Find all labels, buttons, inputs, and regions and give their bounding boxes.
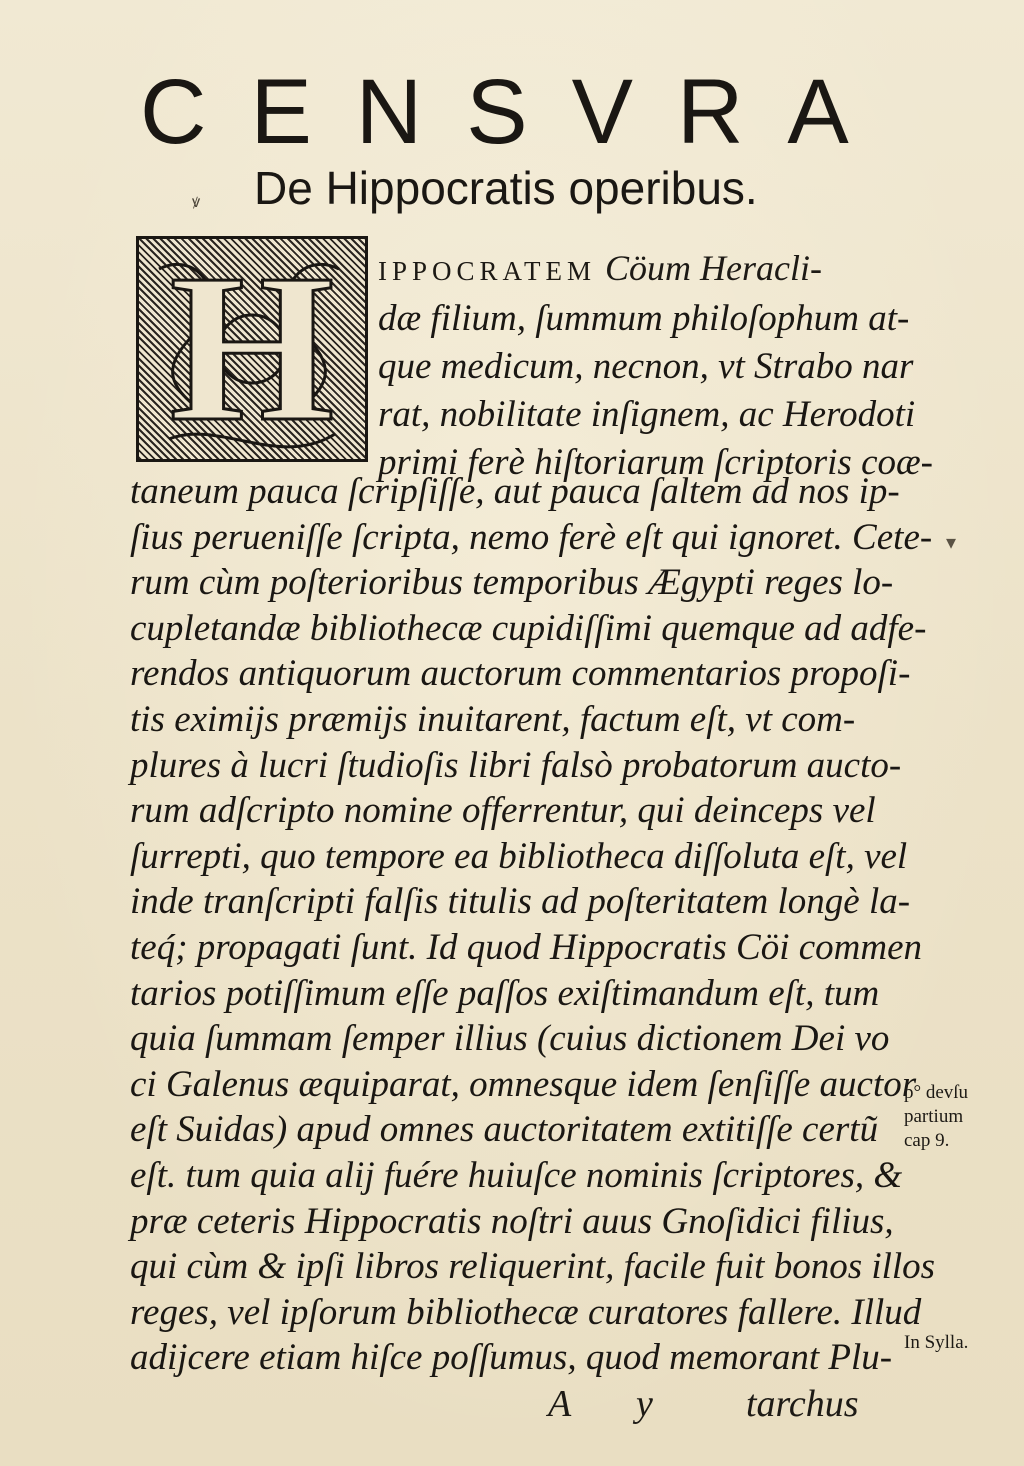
text-line: rendos antiquorum auctorum commentarios propoſi- [130, 653, 911, 695]
text-line: que medicum, necnon, vt Strabo nar [378, 346, 914, 387]
text-line: tarios potiſſimum eſſe paſſos exiſtimandum eſt, tum [130, 972, 880, 1014]
text-line: tis eximijs præmijs inuitarent, factum eſt, vt com- [130, 699, 856, 740]
text-line: eſt. tum quia alij fuére huiuſce nominis ſcriptores, & [130, 1155, 903, 1196]
first-line [378, 246, 822, 293]
initial-letter: H [169, 236, 335, 462]
text-line: cupletandæ bibliothecæ cupidiſſimi quemque ad adfe- [130, 607, 927, 649]
first-word: IPPOCRATEM [378, 256, 597, 286]
text-line: præ ceteris Hippocratis noſtri auus Gnoſidici filius, [130, 1200, 894, 1242]
margin-note-line: partium [904, 1106, 964, 1127]
text-line: rum adſcripto nomine offerrentur, qui deinceps vel [130, 790, 876, 832]
catchword: tarchus [746, 1383, 859, 1425]
margin-note-line: cap 9. [904, 1130, 950, 1151]
text-line: taneum pauca ſcripſiſſe, aut pauca ſaltem ad nos ip- [130, 471, 900, 512]
text-line: teq́; propagati ſunt. Id quod Hippocratis Cöi commen [130, 927, 923, 968]
text-line: rat, nobilitate inſignem, ac Herodoti [378, 394, 916, 435]
text-line: ſius perueniſſe ſcripta, nemo ferè eſt qui ignoret. Cete- [130, 516, 933, 558]
text-line: qui cùm & ipſi libros reliquerint, facile fuit bonos illos [130, 1246, 936, 1288]
decorated-initial [136, 236, 368, 462]
text-line: quia ſummam ſemper illius (cuius dictionem Dei vo [130, 1018, 890, 1060]
text-line: reges, vel ipſorum bibliothecæ curatores fallere. Illud [130, 1291, 922, 1333]
margin-note-line: p° devſu [904, 1082, 969, 1103]
page-subtitle: De Hippocratis operibus. [254, 162, 758, 214]
page-title: CENSVRA [140, 61, 893, 163]
ink-speck: ▾ [946, 532, 957, 554]
text-line: dæ filium, ſummum philoſophum at- [378, 298, 910, 339]
text-line: ci Galenus æquiparat, omnesque idem ſenſiſſe auctor [130, 1063, 917, 1105]
first-line-rest: Cöum Heracli- [596, 248, 823, 288]
margin-note-sylla: In Sylla. [904, 1332, 969, 1353]
text-line: plures à lucri ſtudioſis libri falsò probatorum aucto- [130, 744, 902, 786]
signature-letter: A [548, 1383, 572, 1425]
text-line: primi ferè hiſtoriarum ſcriptoris coæ- [378, 442, 933, 483]
text-line: ſurrepti, quo tempore ea bibliotheca diſſoluta eſt, vel [130, 835, 908, 877]
signature-mark: ꝟ [192, 194, 201, 211]
signature-number: y [636, 1383, 653, 1425]
text-line: inde tranſcripti falſis titulis ad poſteritatem longè la- [130, 881, 911, 923]
text-line: adijcere etiam hiſce poſſumus, quod memorant Plu- [130, 1337, 893, 1379]
text-line: eſt Suidas) apud omnes auctoritatem extitiſſe certũ [130, 1109, 879, 1151]
text-line: rum cùm poſterioribus temporibus Ægypti reges lo- [130, 562, 894, 604]
